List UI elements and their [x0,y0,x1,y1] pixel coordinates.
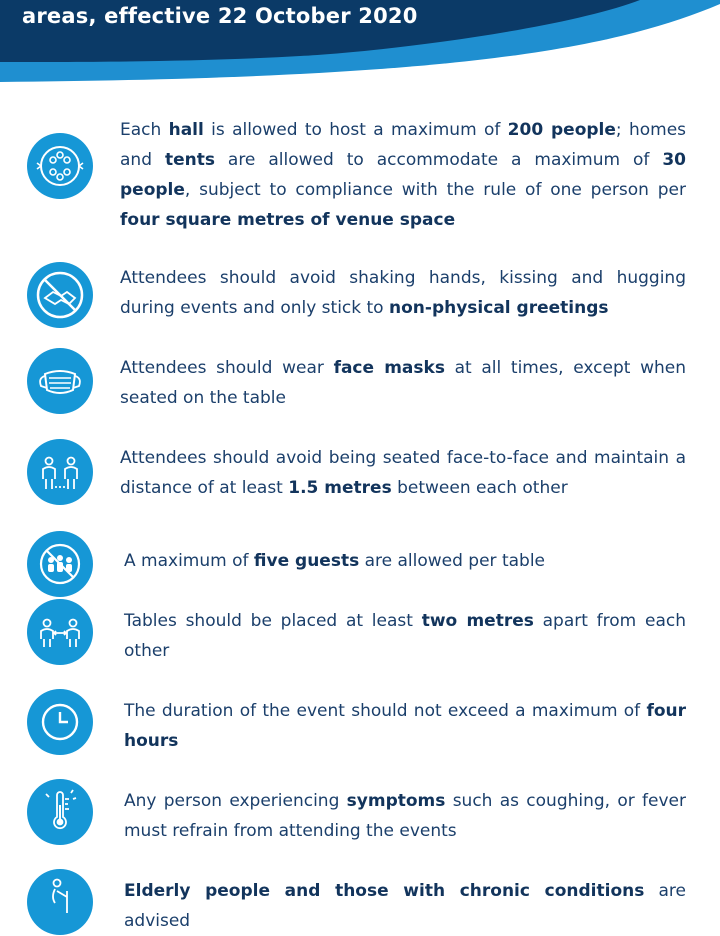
rule-text-social-distance [120,443,686,503]
rule-text-segment: at all times, except when seated on the table [120,358,687,408]
rule-emphasis: Elderly people and those with chronic conditions [124,881,645,901]
rule-text-no-physical-greetings [120,263,686,323]
rule-text-duration [124,696,686,756]
rule-text-elderly [124,876,686,936]
rule-text-five-guests [124,546,690,576]
rule-emphasis: tents [164,150,215,170]
rule-text-segment: such as coughing, or fever must refrain from attending the events [124,791,687,841]
table-distance-icon [27,599,93,665]
elderly-person-icon [27,869,93,935]
rule-text-segment: A maximum of [124,551,254,571]
rule-text-segment: are allowed to accommodate a maximum of [214,150,663,170]
rule-text-segment: Each [120,120,169,140]
rule-text-segment: apart from each other [124,611,686,661]
rule-text-segment: Tables should be placed at least [124,611,422,631]
rule-emphasis: five guests [253,551,360,571]
rule-text-segment: Attendees should avoid being seated face-to-face and maintain a distance of at least [120,448,686,498]
rule-text-symptoms [124,786,686,846]
face-mask-icon [27,348,93,414]
crowd-limit-icon [27,133,93,199]
rule-text-segment: Any person experiencing [124,791,347,811]
rule-emphasis: symptoms [346,791,446,811]
rule-emphasis: 200 people [507,120,616,140]
rule-text-segment: are allowed per table [359,551,546,571]
rule-text-hall-capacity [120,115,686,235]
rule-emphasis: 30 people [120,150,686,200]
rule-text-segment: Attendees should avoid shaking hands, kissing and hugging during events and only stick to [120,268,686,318]
social-distance-icon [27,439,93,505]
rule-text-table-distance [124,606,686,666]
rule-emphasis: 1.5 metres [288,478,392,498]
header-banner [0,0,720,92]
clock-icon [27,689,93,755]
rule-emphasis: hall [168,120,204,140]
rule-text-segment: The duration of the event should not exceed a maximum of [124,701,647,721]
rule-emphasis: two metres [421,611,534,631]
rule-text-segment: Attendees should wear [120,358,334,378]
rule-text-segment: is allowed to host a maximum of [203,120,508,140]
rule-text-segment: between each other [391,478,568,498]
rule-emphasis: four hours [124,701,686,751]
rule-emphasis: face masks [333,358,445,378]
thermometer-icon [27,779,93,845]
rule-text-segment: are advised [124,881,686,931]
rule-text-segment: , subject to compliance with the rule of one person per [184,180,686,200]
rule-text-segment: ; homes and [120,120,687,170]
rule-text-face-masks [120,353,686,413]
rule-emphasis: non-physical greetings [389,298,609,318]
header-title: areas, effective 22 October 2020 [22,4,418,28]
no-crowd-icon [27,531,93,597]
rule-emphasis: four square metres of venue space [120,210,456,230]
no-handshake-icon [27,262,93,328]
